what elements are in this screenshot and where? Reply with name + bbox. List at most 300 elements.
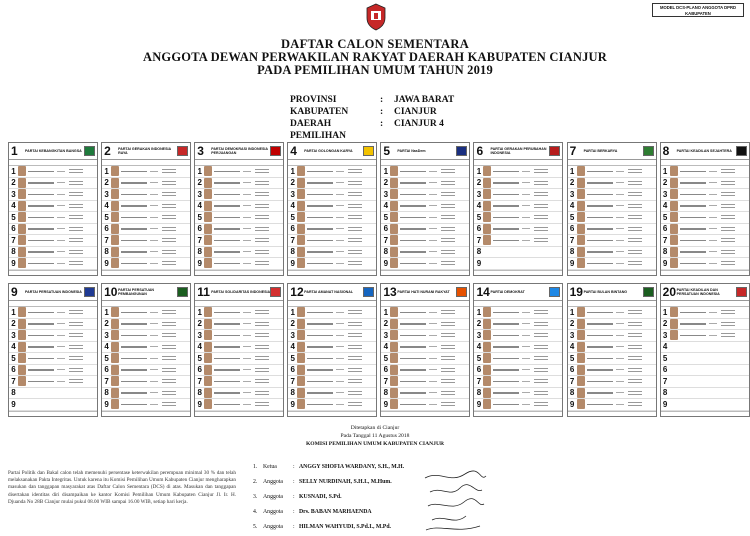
candidate-photo [670,307,678,317]
candidate-number: 9 [383,258,389,268]
candidate-row [381,353,469,365]
signing-date: Pada Tanggal 11 Agustus 2018 [340,433,410,439]
candidate-name-line [400,194,426,196]
candidate-gender-line [616,381,624,382]
candidate-number: 6 [569,365,575,375]
candidate-row [102,365,190,377]
candidate-name-line [400,251,426,253]
party-card [194,283,284,417]
candidate-number: 6 [11,224,16,234]
candidate-number: 6 [383,365,389,375]
party-name: PARTAI GOLONGAN KARYA [304,149,353,153]
candidate-domicile-line [534,181,548,185]
candidate-name-line [307,312,333,314]
candidate-domicile-line [255,169,269,173]
title-line3: PADA PEMILIHAN UMUM TAHUN 2019 [257,63,493,77]
candidate-photo [483,307,491,317]
candidate-photo [577,247,585,257]
candidate-domicile-line [255,379,269,383]
candidate-row [102,201,190,213]
candidate-row [568,166,656,178]
candidate-domicile-line [441,379,455,383]
candidate-row [195,330,283,342]
candidate-row [9,224,97,236]
candidate-domicile-line [721,333,735,337]
candidate-photo [111,365,119,375]
candidate-photo [483,365,491,375]
candidate-number: 3 [383,189,389,199]
candidate-domicile-line [721,169,735,173]
candidate-photo [297,224,305,234]
candidate-photo [670,247,678,257]
candidate-gender-line [616,251,624,252]
candidate-name-line [680,251,706,253]
candidate-gender-line [150,228,158,229]
candidate-number: 4 [197,342,202,352]
candidate-name-line [28,263,54,265]
candidate-photo [18,342,26,352]
candidate-number: 2 [383,178,389,188]
party-header [381,284,469,301]
candidate-name-line [28,312,54,314]
candidate-row [661,307,749,319]
party-card [287,283,377,417]
candidate-number: 1 [569,166,575,176]
candidate-domicile-line [69,310,83,314]
candidate-name-line [28,194,54,196]
candidate-number: 4 [11,201,16,211]
candidate-photo [204,166,212,176]
candidate-number: 2 [662,319,668,329]
candidate-number: 5 [197,353,202,363]
candidate-number: 5 [569,212,575,222]
candidate-photo [204,212,212,222]
candidate-photo [390,258,398,268]
candidate-name-line [121,323,147,325]
candidate-gender-line [57,182,65,183]
candidate-domicile-line [69,192,83,196]
candidate-gender-line [150,171,158,172]
candidate-domicile-line [534,402,548,406]
party-number: 1 [11,144,18,158]
candidate-number: 7 [383,235,389,245]
candidate-gender-line [150,369,158,370]
candidate-gender-line [522,381,530,382]
candidate-domicile-line [534,310,548,314]
candidate-domicile-line [69,204,83,208]
candidate-name-line [121,194,147,196]
candidate-row [474,307,562,319]
candidate-number: 5 [662,212,668,222]
candidate-photo [297,178,305,188]
candidate-domicile-line [721,322,735,326]
candidate-photo [18,319,26,329]
candidate-photo [670,201,678,211]
candidate-number: 9 [104,258,109,268]
candidate-name-line [493,194,519,196]
candidate-photo [390,388,398,398]
member-row: 4. Anggota : Drs. BABAN MARHAENDA [253,509,372,515]
party-logo-icon [177,287,188,297]
party-card [567,283,657,417]
candidate-domicile-line [534,345,548,349]
candidate-row [381,330,469,342]
candidate-gender-line [336,369,344,370]
candidate-number: 4 [104,201,109,211]
candidate-name-line [493,346,519,348]
candidate-gender-line [522,323,530,324]
candidate-photo [483,399,491,409]
candidate-row [474,376,562,388]
candidate-name-line [307,240,333,242]
candidate-name-line [214,228,240,230]
candidate-photo [390,353,398,363]
candidate-photo [577,258,585,268]
candidate-gender-line [522,171,530,172]
candidate-photo [483,178,491,188]
candidate-name-line [307,392,333,394]
candidate-number: 6 [383,224,389,234]
candidate-row [661,365,749,377]
candidate-row [102,319,190,331]
candidate-domicile-line [162,368,176,372]
candidate-domicile-line [628,181,642,185]
candidate-number: 5 [104,353,109,363]
candidate-number: 1 [197,166,202,176]
candidate-gender-line [243,194,251,195]
party-logo-icon [270,287,281,297]
candidate-photo [483,201,491,211]
candidate-domicile-line [69,215,83,219]
candidate-number: 4 [476,342,482,352]
candidate-domicile-line [721,181,735,185]
candidate-name-line [587,263,613,265]
candidate-domicile-line [534,204,548,208]
candidate-gender-line [243,205,251,206]
candidate-name-line [680,240,706,242]
candidate-photo [297,319,305,329]
candidate-row [102,353,190,365]
candidate-gender-line [522,182,530,183]
candidate-domicile-line [255,238,269,242]
candidate-row [661,388,749,400]
party-logo-icon [643,146,654,156]
candidate-name-line [307,228,333,230]
candidate-row [568,353,656,365]
candidate-gender-line [616,194,624,195]
candidate-number: 5 [476,212,482,222]
candidate-gender-line [616,205,624,206]
candidate-name-line [493,335,519,337]
candidate-photo [297,388,305,398]
region-row: KABUPATEN : CIANJUR [290,107,437,117]
candidate-row [661,376,749,388]
candidate-domicile-line [162,345,176,349]
candidate-row [661,319,749,331]
signatures [420,470,490,534]
candidate-photo [483,212,491,222]
party-header [568,284,656,301]
candidate-number: 9 [197,399,202,409]
candidate-name-line [680,217,706,219]
candidate-domicile-line [255,192,269,196]
candidate-domicile-line [628,356,642,360]
candidate-domicile-line [441,169,455,173]
candidate-name-line [400,182,426,184]
candidate-number: 5 [476,353,482,363]
candidate-gender-line [57,194,65,195]
candidate-row [381,166,469,178]
candidate-photo [111,353,119,363]
candidate-gender-line [57,323,65,324]
party-name: PARTAI AMANAT NASIONAL [304,290,354,294]
candidate-domicile-line [534,333,548,337]
card-footer [9,411,97,416]
candidate-domicile-line [628,261,642,265]
candidate-photo [297,235,305,245]
candidate-photo [111,201,119,211]
candidate-number: 7 [383,376,389,386]
candidate-name-line [587,240,613,242]
candidate-row [9,319,97,331]
candidate-number: 8 [476,247,482,257]
party-name: PARTAI KEADILAN SEJAHTERA [676,149,732,153]
candidate-photo [204,201,212,211]
party-card [380,142,470,276]
party-logo-icon [270,146,281,156]
candidate-photo [577,330,585,340]
candidate-number: 3 [11,330,16,340]
candidate-domicile-line [162,215,176,219]
candidate-name-line [121,251,147,253]
candidate-photo [111,319,119,329]
candidate-row [195,307,283,319]
candidate-photo [390,235,398,245]
candidate-row [381,247,469,259]
candidate-gender-line [616,335,624,336]
candidate-row [195,258,283,270]
candidate-domicile-line [628,250,642,254]
candidate-gender-line [522,358,530,359]
candidate-domicile-line [162,261,176,265]
card-footer [102,411,190,416]
candidate-domicile-line [69,368,83,372]
candidate-number: 5 [290,353,295,363]
candidate-number: 7 [569,235,575,245]
candidate-domicile-line [534,238,548,242]
candidate-domicile-line [441,215,455,219]
candidate-domicile-line [69,250,83,254]
candidate-row [288,178,376,190]
candidate-gender-line [429,240,437,241]
candidate-row [9,365,97,377]
party-name: PARTAI GERAKAN INDONESIA RAYA [118,147,171,155]
candidate-name-line [28,369,54,371]
candidate-row [381,178,469,190]
candidate-photo [111,247,119,257]
candidate-name-line [121,335,147,337]
candidate-row [102,258,190,270]
candidate-number: 1 [11,307,16,317]
candidate-number: 5 [104,212,109,222]
candidate-domicile-line [441,227,455,231]
card-footer [661,270,749,275]
candidate-name-line [587,251,613,253]
party-card [287,142,377,276]
candidate-row [474,388,562,400]
candidate-gender-line [429,205,437,206]
candidate-number: 5 [290,212,295,222]
party-header [381,143,469,160]
candidate-number: 9 [290,258,295,268]
party-header [661,284,749,301]
candidate-gender-line [150,346,158,347]
candidate-domicile-line [255,204,269,208]
candidate-gender-line [616,240,624,241]
candidate-gender-line [243,217,251,218]
party-name: PARTAI GERAKAN PERUBAHAN INDONESIA [490,147,547,155]
candidate-number: 4 [11,342,16,352]
candidate-row [288,353,376,365]
candidate-photo [390,307,398,317]
candidate-row [9,166,97,178]
candidate-number: 4 [569,342,575,352]
candidate-domicile-line [348,379,362,383]
candidate-row [288,201,376,213]
candidate-name-line [307,381,333,383]
candidate-name-line [214,171,240,173]
candidate-row [381,307,469,319]
candidate-row [474,319,562,331]
party-number: 6 [476,144,484,158]
candidate-domicile-line [348,368,362,372]
candidate-name-line [121,228,147,230]
candidate-number: 1 [290,307,295,317]
candidate-number: 9 [104,399,109,409]
candidate-name-line [121,369,147,371]
candidate-photo [577,353,585,363]
candidate-row [288,319,376,331]
candidate-number: 8 [662,388,668,398]
candidate-row [102,399,190,411]
candidate-number: 6 [197,224,202,234]
candidate-row [474,166,562,178]
candidate-row [9,307,97,319]
party-row [8,283,742,417]
candidate-number: 8 [104,247,109,257]
candidate-row [288,212,376,224]
candidate-domicile-line [69,227,83,231]
candidate-gender-line [616,323,624,324]
candidate-row [102,307,190,319]
candidate-row [661,212,749,224]
candidate-row [568,201,656,213]
candidate-name-line [587,404,613,406]
candidate-row [195,212,283,224]
candidate-photo [577,178,585,188]
candidate-gender-line [429,392,437,393]
candidate-number: 8 [569,388,575,398]
candidate-gender-line [57,228,65,229]
candidate-name-line [493,205,519,207]
candidate-name-line [307,171,333,173]
candidate-row [195,319,283,331]
candidate-name-line [28,205,54,207]
candidate-row [288,247,376,259]
card-footer [661,411,749,416]
candidate-row [381,189,469,201]
candidate-gender-line [522,346,530,347]
candidate-domicile-line [255,227,269,231]
candidate-domicile-line [348,391,362,395]
candidate-number: 1 [104,166,109,176]
candidate-photo [297,376,305,386]
candidate-name-line [307,217,333,219]
candidate-domicile-line [162,192,176,196]
candidate-number: 9 [662,258,668,268]
candidate-name-line [214,263,240,265]
candidate-row [195,376,283,388]
candidate-gender-line [616,217,624,218]
candidate-photo [483,330,491,340]
candidate-gender-line [709,228,717,229]
candidate-domicile-line [255,368,269,372]
candidate-photo [390,189,398,199]
candidate-row [102,330,190,342]
candidate-gender-line [429,217,437,218]
candidate-row [288,342,376,354]
candidate-number: 3 [104,189,109,199]
candidate-gender-line [336,335,344,336]
candidate-photo [297,307,305,317]
page-title [0,38,750,77]
candidate-row [568,235,656,247]
model-label: MODEL DCS-PLANO ANGGOTA DPRD KABUPATEN [652,3,744,17]
party-name: PARTAI KEADILAN DAN PERSATUAN INDONESIA [676,288,720,296]
candidate-gender-line [616,358,624,359]
title-line1: DAFTAR CALON SEMENTARA [280,37,470,51]
candidate-domicile-line [255,356,269,360]
candidate-gender-line [616,346,624,347]
party-header [195,143,283,160]
candidate-name-line [214,217,240,219]
candidate-name-line [121,312,147,314]
candidate-photo [577,189,585,199]
candidate-number: 2 [11,178,16,188]
candidate-number: 4 [104,342,109,352]
candidate-number: 1 [197,307,202,317]
party-name: PARTAI DEMOKRASI INDONESIA PERJUANGAN [211,147,268,155]
candidate-domicile-line [162,169,176,173]
candidate-row [102,247,190,259]
candidate-photo [670,212,678,222]
candidate-photo [297,201,305,211]
candidate-number: 9 [290,399,295,409]
party-header [474,143,562,160]
candidate-number: 8 [476,388,482,398]
candidate-name-line [28,346,54,348]
candidate-gender-line [429,335,437,336]
region-row: PROVINSI : JAWA BARAT [290,95,455,105]
candidate-row [9,189,97,201]
candidate-domicile-line [69,345,83,349]
candidate-photo [111,235,119,245]
candidate-gender-line [429,263,437,264]
candidate-name-line [680,171,706,173]
party-number: 14 [476,285,490,299]
candidate-name-line [214,346,240,348]
candidate-name-line [121,358,147,360]
